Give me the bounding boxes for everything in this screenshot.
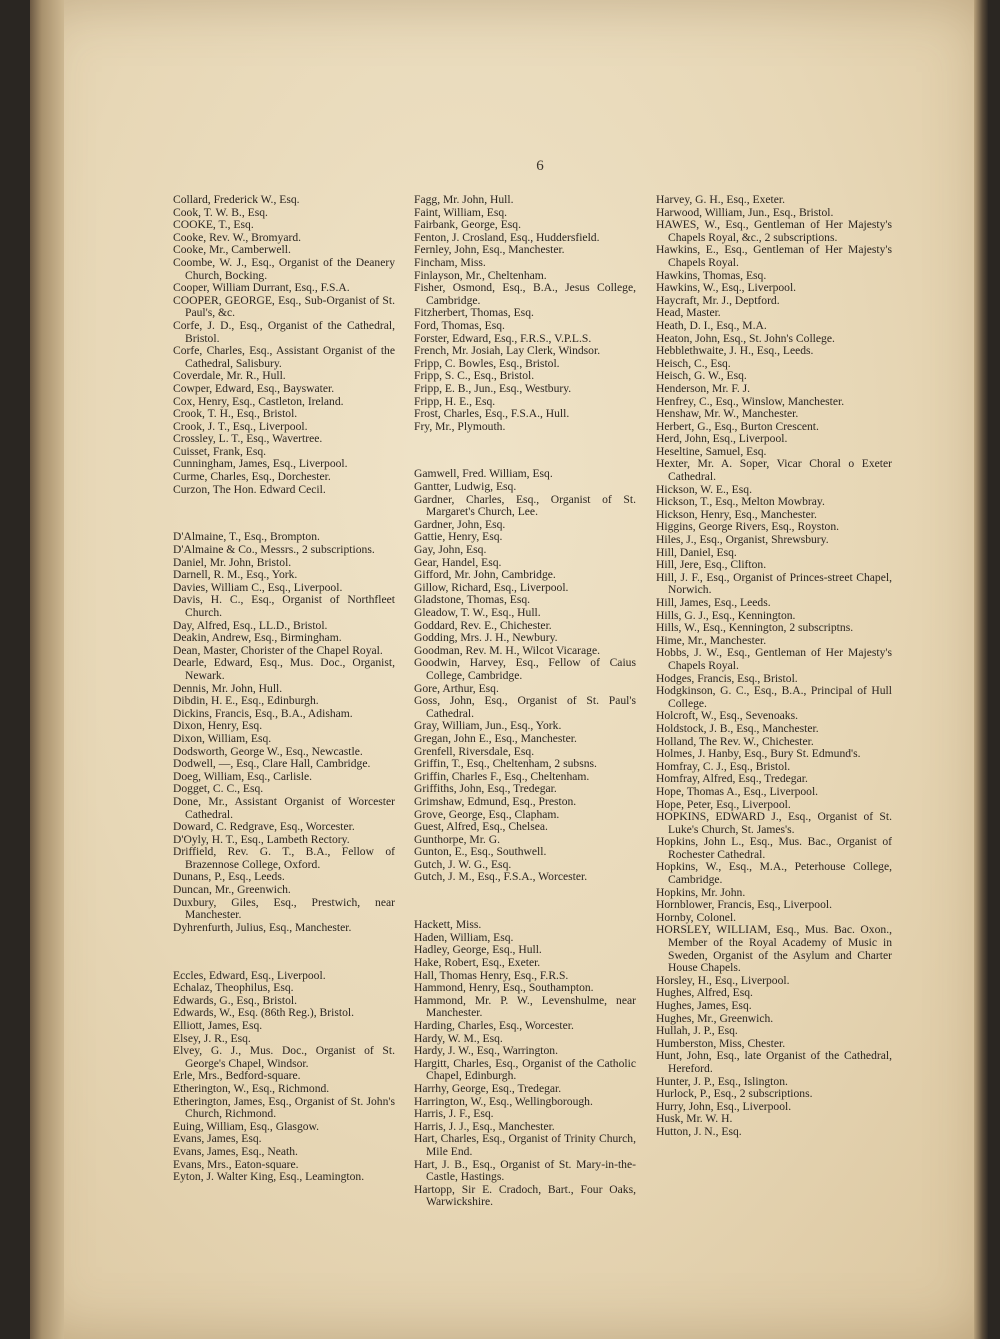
subscriber-entry: Finlayson, Mr., Cheltenham. xyxy=(414,268,547,282)
subscriber-entry: Cox, Henry, Esq., Castleton, Ireland. xyxy=(173,394,344,408)
subscriber-entry: Humberston, Miss, Chester. xyxy=(656,1036,786,1050)
subscriber-entry: Gore, Arthur, Esq. xyxy=(414,681,499,695)
subscriber-entry: HOPKINS, EDWARD J., Esq., Organist of St. Luke's Church, St. James's. xyxy=(656,810,892,836)
subscriber-entry: Cooke, Rev. W., Bromyard. xyxy=(173,230,302,244)
subscriber-entry: Gifford, Mr. John, Cambridge. xyxy=(414,568,556,582)
section-gap xyxy=(414,896,636,908)
subscriber-entry: Davies, William C., Esq., Liverpool. xyxy=(173,580,343,594)
subscriber-entry: Dodsworth, George W., Esq., Newcastle. xyxy=(173,744,363,758)
subscriber-entry: Husk, Mr. W. H. xyxy=(656,1112,733,1126)
subscriber-entry: Done, Mr., Assistant Organist of Worcester Cathedral. xyxy=(173,794,395,821)
subscriber-entry: Homfray, Alfred, Esq., Tredegar. xyxy=(656,772,808,786)
subscriber-entry: Holland, The Rev. W., Chichester. xyxy=(656,734,814,748)
subscriber-entry: D'Almaine & Co., Messrs., 2 subscriptions. xyxy=(173,543,375,557)
subscriber-entry: Edwards, W., Esq. (86th Reg.), Bristol. xyxy=(173,1006,354,1020)
subscriber-entry: Harris, J. J., Esq., Manchester. xyxy=(414,1119,555,1133)
subscriber-entry: Gay, John, Esq. xyxy=(414,543,487,557)
subscriber-entry: Corfe, J. D., Esq., Organist of the Cathedral, Bristol. xyxy=(173,318,395,345)
subscriber-entry: Grenfell, Riversdale, Esq. xyxy=(414,744,535,758)
subscriber-entry: Doeg, William, Esq., Carlisle. xyxy=(173,769,313,783)
subscriber-entry: Holmes, J. Hanby, Esq., Bury St. Edmund's. xyxy=(656,747,861,761)
subscriber-entry: Fripp, H. E., Esq. xyxy=(414,394,496,408)
subscriber-entry: Herd, John, Esq., Liverpool. xyxy=(656,432,788,446)
subscriber-entry: Goddard, Rev. E., Chichester. xyxy=(414,618,552,632)
subscriber-entry: Crook, J. T., Esq., Liverpool. xyxy=(173,419,308,433)
subscriber-entry: Ford, Thomas, Esq. xyxy=(414,318,505,332)
subscriber-entry: Hickson, W. E., Esq. xyxy=(656,482,752,496)
subscriber-entry: Hills, W., Esq., Kennington, 2 subscriptns. xyxy=(656,621,854,635)
subscriber-entry: Hope, Peter, Esq., Liverpool. xyxy=(656,797,791,811)
subscriber-column-3 xyxy=(656,194,892,1139)
subscriber-entry: Deakin, Andrew, Esq., Birmingham. xyxy=(173,631,342,645)
subscriber-entry: Frost, Charles, Esq., F.S.A., Hull. xyxy=(414,407,570,421)
subscriber-entry: Hall, Thomas Henry, Esq., F.R.S. xyxy=(414,968,569,982)
subscriber-entry: Crook, T. H., Esq., Bristol. xyxy=(173,407,298,421)
subscriber-entry: Hullah, J. P., Esq. xyxy=(656,1024,738,1038)
subscriber-entry: Fisher, Osmond, Esq., B.A., Jesus College, Cambridge. xyxy=(414,281,636,307)
subscriber-entry: Hadley, George, Esq., Hull. xyxy=(414,943,542,957)
subscriber-entry: Dickins, Francis, Esq., B.A., Adisham. xyxy=(173,706,353,720)
subscriber-entry: Hughes, Alfred, Esq. xyxy=(656,986,753,1000)
subscriber-entry: Evans, James, Esq., Neath. xyxy=(173,1144,298,1158)
subscriber-entry: Curzon, The Hon. Edward Cecil. xyxy=(173,482,326,496)
subscriber-entry: Griffin, T., Esq., Cheltenham, 2 subsns. xyxy=(414,757,597,771)
subscriber-entry: Heisch, G. W., Esq. xyxy=(656,369,747,383)
subscriber-entry: Hebblethwaite, J. H., Esq., Leeds. xyxy=(656,344,814,358)
subscriber-entry: Hickson, Henry, Esq., Manchester. xyxy=(656,507,817,521)
subscriber-entry: Hime, Mr., Manchester. xyxy=(656,633,767,647)
subscriber-entry: Etherington, W., Esq., Richmond. xyxy=(173,1081,330,1095)
subscriber-entry: Hill, Jere, Esq., Clifton. xyxy=(656,558,767,572)
subscriber-entry: Hill, James, Esq., Leeds. xyxy=(656,596,771,609)
subscriber-entry: Gamwell, Fred. William, Esq. xyxy=(414,467,553,481)
subscriber-entry: Henshaw, Mr. W., Manchester. xyxy=(656,407,799,421)
subscriber-entry: Hughes, James, Esq. xyxy=(656,999,752,1012)
subscriber-entry: Hardy, W. M., Esq. xyxy=(414,1031,503,1045)
subscriber-entry: Fripp, S. C., Esq., Bristol. xyxy=(414,369,535,383)
subscriber-entry: Hornblower, Francis, Esq., Liverpool. xyxy=(656,898,832,912)
subscriber-entry: Forster, Edward, Esq., F.R.S., V.P.L.S. xyxy=(414,331,592,345)
subscriber-entry: Hartopp, Sir E. Cradoch, Bart., Four Oaks, Warwickshire. xyxy=(414,1182,636,1209)
subscriber-entry: Fairbank, George, Esq. xyxy=(414,218,522,232)
subscriber-entry: Dodwell, —, Esq., Clare Hall, Cambridge. xyxy=(173,757,371,771)
subscriber-entry: Hart, Charles, Esq., Organist of Trinity Church, Mile End. xyxy=(414,1132,636,1158)
subscriber-entry: Horsley, H., Esq., Liverpool. xyxy=(656,973,790,987)
subscriber-entry: Crossley, L. T., Esq., Wavertree. xyxy=(173,432,323,446)
subscriber-entry: Gutch, J. W. G., Esq. xyxy=(414,857,512,871)
subscriber-entry: Hodgkinson, G. C., Esq., B.A., Principal of Hull College. xyxy=(656,684,892,710)
subscriber-entry: Godding, Mrs. J. H., Newbury. xyxy=(414,631,558,645)
subscriber-entry: Hammond, Henry, Esq., Southampton. xyxy=(414,981,594,995)
page-edge xyxy=(974,0,988,1339)
subscriber-entry: Harris, J. F., Esq. xyxy=(414,1107,494,1121)
subscriber-entry: Eyton, J. Walter King, Esq., Leamington. xyxy=(173,1170,365,1184)
subscriber-entry: Harding, Charles, Esq., Worcester. xyxy=(414,1019,574,1032)
subscriber-entry: Guest, Alfred, Esq., Chelsea. xyxy=(414,820,548,834)
subscriber-entry: Goodman, Rev. M. H., Wilcot Vicarage. xyxy=(414,643,601,657)
subscriber-entry: Elsey, J. R., Esq. xyxy=(173,1031,251,1045)
section-gap xyxy=(173,508,395,520)
subscriber-entry: Gardner, Charles, Esq., Organist of St. Margaret's Church, Lee. xyxy=(414,492,636,519)
subscriber-entry: Hammond, Mr. P. W., Levenshulme, near Manchester. xyxy=(414,993,636,1020)
subscriber-entry: Fitzherbert, Thomas, Esq. xyxy=(414,306,534,320)
subscriber-entry: D'Oyly, H. T., Esq., Lambeth Rectory. xyxy=(173,832,350,846)
subscriber-entry: D'Almaine, T., Esq., Brompton. xyxy=(173,530,320,544)
subscriber-entry: Faint, William, Esq. xyxy=(414,205,508,219)
subscriber-entry: Cunningham, James, Esq., Liverpool. xyxy=(173,457,348,471)
subscriber-entry: Harrington, W., Esq., Wellingborough. xyxy=(414,1094,593,1108)
subscriber-entry: Fripp, E. B., Jun., Esq., Westbury. xyxy=(414,381,572,395)
subscriber-entry: Dunans, P., Esq., Leeds. xyxy=(173,870,285,884)
subscriber-entry: COOKE, T., Esq. xyxy=(173,218,254,232)
subscriber-entry: Doward, C. Redgrave, Esq., Worcester. xyxy=(173,820,355,834)
subscriber-entry: Collard, Frederick W., Esq. xyxy=(173,193,300,206)
subscriber-entry: Fincham, Miss. xyxy=(414,255,486,269)
subscriber-entry: Daniel, Mr. John, Bristol. xyxy=(173,555,292,569)
subscriber-entry: Hutton, J. N., Esq. xyxy=(656,1124,742,1138)
subscriber-entry: Hill, Daniel, Esq. xyxy=(656,545,737,559)
subscriber-entry: Darnell, R. M., Esq., York. xyxy=(173,568,298,582)
subscriber-entry: Hurlock, P., Esq., 2 subscriptions. xyxy=(656,1087,813,1101)
subscriber-entry: Gunton, E., Esq., Southwell. xyxy=(414,845,547,859)
subscriber-entry: Grimshaw, Edmund, Esq., Preston. xyxy=(414,794,577,808)
subscriber-entry: Higgins, George Rivers, Esq., Royston. xyxy=(656,520,840,534)
subscriber-entry: Fenton, J. Crosland, Esq., Huddersfield. xyxy=(414,230,600,244)
subscriber-entry: Gunthorpe, Mr. G. xyxy=(414,832,500,846)
subscriber-entry: Griffiths, John, Esq., Tredegar. xyxy=(414,782,557,796)
subscriber-entry: Heseltine, Samuel, Esq. xyxy=(656,444,767,458)
subscriber-entry: Hexter, Mr. A. Soper, Vicar Choral o Exeter Cathedral. xyxy=(656,457,892,484)
subscriber-entry: Head, Master. xyxy=(656,306,721,320)
subscriber-entry: Goss, John, Esq., Organist of St. Paul's Cathedral. xyxy=(414,694,636,720)
subscriber-entry: Gladstone, Thomas, Esq. xyxy=(414,593,531,607)
section-gap xyxy=(414,445,636,457)
subscriber-entry: Cowper, Edward, Esq., Bayswater. xyxy=(173,381,335,395)
subscriber-entry: Hornby, Colonel. xyxy=(656,910,737,924)
subscriber-entry: Hake, Robert, Esq., Exeter. xyxy=(414,956,541,970)
subscriber-entry: Gray, William, Jun., Esq., York. xyxy=(414,719,562,733)
subscriber-entry: Evans, James, Esq. xyxy=(173,1132,262,1146)
subscriber-entry: Harwood, William, Jun., Esq., Bristol. xyxy=(656,205,834,219)
page-gutter xyxy=(30,0,64,1339)
subscriber-entry: Hopkins, W., Esq., M.A., Peterhouse College, Cambridge. xyxy=(656,860,892,887)
subscriber-entry: Hodges, Francis, Esq., Bristol. xyxy=(656,671,798,685)
subscriber-entry: Hunter, J. P., Esq., Islington. xyxy=(656,1074,788,1088)
subscriber-entry: Corfe, Charles, Esq., Assistant Organist of the Cathedral, Salisbury. xyxy=(173,344,395,370)
subscriber-entry: Dyhrenfurth, Julius, Esq., Manchester. xyxy=(173,920,352,934)
subscriber-entry: Hawkins, Thomas, Esq. xyxy=(656,268,767,282)
subscriber-entry: COOPER, GEORGE, Esq., Sub-Organist of St. Paul's, &c. xyxy=(173,293,395,320)
subscriber-entry: Heisch, C., Esq. xyxy=(656,356,731,370)
subscriber-entry: Heaton, John, Esq., St. John's College. xyxy=(656,331,835,345)
subscriber-entry: HORSLEY, WILLIAM, Esq., Mus. Bac. Oxon., Member of the Royal Academy of Music in Sweden, Organist of the Asylum and Charter House Chapels. xyxy=(656,923,892,975)
subscriber-entry: Hiles, J., Esq., Organist, Shrewsbury. xyxy=(656,533,829,547)
subscriber-entry: Henderson, Mr. F. J. xyxy=(656,381,751,395)
subscriber-entry: Hopkins, Mr. John. xyxy=(656,885,746,899)
subscriber-entry: Erle, Mrs., Bedford-square. xyxy=(173,1069,301,1083)
subscriber-entry: Gillow, Richard, Esq., Liverpool. xyxy=(414,580,569,594)
subscriber-entry: Haycraft, Mr. J., Deptford. xyxy=(656,293,780,307)
subscriber-entry: Haden, William, Esq. xyxy=(414,930,514,944)
subscriber-entry: Davis, H. C., Esq., Organist of Northfleet Church. xyxy=(173,593,395,619)
subscriber-entry: Echalaz, Theophilus, Esq. xyxy=(173,981,294,995)
subscriber-entry: Fagg, Mr. John, Hull. xyxy=(414,193,514,206)
subscriber-entry: Elvey, G. J., Mus. Doc., Organist of St. George's Chapel, Windsor. xyxy=(173,1044,395,1070)
subscriber-entry: HAWES, W., Esq., Gentleman of Her Majesty's Chapels Royal, &c., 2 subscriptions. xyxy=(656,218,892,244)
subscriber-entry: Fry, Mr., Plymouth. xyxy=(414,419,506,433)
subscriber-entry: Goodwin, Harvey, Esq., Fellow of Caius College, Cambridge. xyxy=(414,656,636,682)
subscriber-entry: French, Mr. Josiah, Lay Clerk, Windsor. xyxy=(414,344,601,358)
subscriber-entry: Hughes, Mr., Greenwich. xyxy=(656,1011,774,1025)
subscriber-entry: Dibdin, H. E., Esq., Edinburgh. xyxy=(173,694,319,708)
subscriber-entry: Day, Alfred, Esq., LL.D., Bristol. xyxy=(173,618,328,632)
subscriber-entry: Harrhy, George, Esq., Tredegar. xyxy=(414,1081,562,1095)
subscriber-entry: Cook, T. W. B., Esq. xyxy=(173,205,268,219)
subscriber-column-2 xyxy=(414,194,636,1209)
subscriber-entry: Gattie, Henry, Esq. xyxy=(414,530,503,544)
subscriber-entry: Cooke, Mr., Camberwell. xyxy=(173,243,291,257)
subscriber-entry: Evans, Mrs., Eaton-square. xyxy=(173,1157,299,1171)
subscriber-entry: Hart, J. B., Esq., Organist of St. Mary-in-the-Castle, Hastings. xyxy=(414,1157,636,1184)
subscriber-entry: Coverdale, Mr. R., Hull. xyxy=(173,369,286,383)
subscriber-entry: Hobbs, J. W., Esq., Gentleman of Her Majesty's Chapels Royal. xyxy=(656,646,892,672)
section-gap xyxy=(173,946,395,958)
subscriber-entry: Dearle, Edward, Esq., Mus. Doc., Organist, Newark. xyxy=(173,656,395,682)
subscriber-entry: Hurry, John, Esq., Liverpool. xyxy=(656,1099,792,1113)
subscriber-entry: Heath, D. I., Esq., M.A. xyxy=(656,318,767,332)
subscriber-entry: Henfrey, C., Esq., Winslow, Manchester. xyxy=(656,394,845,408)
subscriber-entry: Grove, George, Esq., Clapham. xyxy=(414,807,560,821)
subscriber-entry: Hunt, John, Esq., late Organist of the Cathedral, Hereford. xyxy=(656,1049,892,1075)
subscriber-entry: Hickson, T., Esq., Melton Mowbray. xyxy=(656,495,825,509)
subscriber-entry: Curme, Charles, Esq., Dorchester. xyxy=(173,470,331,484)
subscriber-entry: Homfray, C. J., Esq., Bristol. xyxy=(656,759,791,773)
subscriber-entry: Hills, G. J., Esq., Kennington. xyxy=(656,608,796,622)
subscriber-entry: Hope, Thomas A., Esq., Liverpool. xyxy=(656,784,819,798)
subscriber-entry: Hill, J. F., Esq., Organist of Princes-street Chapel, Norwich. xyxy=(656,570,892,597)
subscriber-entry: Elliott, James, Esq. xyxy=(173,1019,263,1032)
subscriber-entry: Gardner, John, Esq. xyxy=(414,517,506,531)
subscriber-entry: Hardy, J. W., Esq., Warrington. xyxy=(414,1044,558,1058)
subscriber-entry: Dixon, Henry, Esq. xyxy=(173,719,263,733)
subscriber-entry: Griffin, Charles F., Esq., Cheltenham. xyxy=(414,769,590,783)
subscriber-entry: Hopkins, John L., Esq., Mus. Bac., Organist of Rochester Cathedral. xyxy=(656,835,892,861)
subscriber-entry: Coombe, W. J., Esq., Organist of the Deanery Church, Bocking. xyxy=(173,255,395,282)
subscriber-entry: Gregan, John E., Esq., Manchester. xyxy=(414,731,577,745)
subscriber-entry: Gantter, Ludwig, Esq. xyxy=(414,480,517,494)
subscriber-entry: Cooper, William Durrant, Esq., F.S.A. xyxy=(173,281,350,295)
subscriber-entry: Cuisset, Frank, Esq. xyxy=(173,444,267,458)
subscriber-entry: Herbert, G., Esq., Burton Crescent. xyxy=(656,419,819,433)
page-number: 6 xyxy=(536,158,544,174)
subscriber-entry: Dean, Master, Chorister of the Chapel Royal. xyxy=(173,643,383,657)
subscriber-entry: Driffield, Rev. G. T., B.A., Fellow of Brazennose College, Oxford. xyxy=(173,845,395,871)
subscriber-column-1 xyxy=(173,194,395,1184)
subscriber-entry: Edwards, G., Esq., Bristol. xyxy=(173,993,297,1007)
subscriber-entry: Dixon, William, Esq. xyxy=(173,731,272,745)
subscriber-entry: Hawkins, E., Esq., Gentleman of Her Majesty's Chapels Royal. xyxy=(656,243,892,269)
subscriber-entry: Hackett, Miss. xyxy=(414,918,482,932)
subscriber-entry: Harvey, G. H., Esq., Exeter. xyxy=(656,193,785,206)
subscriber-entry: Eccles, Edward, Esq., Liverpool. xyxy=(173,968,326,982)
subscriber-entry: Gear, Handel, Esq. xyxy=(414,555,502,569)
subscriber-entry: Duncan, Mr., Greenwich. xyxy=(173,883,291,897)
subscriber-entry: Euing, William, Esq., Glasgow. xyxy=(173,1119,320,1133)
subscriber-entry: Holdstock, J. B., Esq., Manchester. xyxy=(656,721,819,735)
subscriber-entry: Fripp, C. Bowles, Esq., Bristol. xyxy=(414,356,560,370)
subscriber-entry: Duxbury, Giles, Esq., Prestwich, near Manchester. xyxy=(173,895,395,922)
subscriber-entry: Etherington, James, Esq., Organist of St. John's Church, Richmond. xyxy=(173,1094,395,1121)
subscriber-entry: Hargitt, Charles, Esq., Organist of the Catholic Chapel, Edinburgh. xyxy=(414,1056,636,1083)
subscriber-entry: Dennis, Mr. John, Hull. xyxy=(173,681,283,695)
subscriber-entry: Dogget, C. C., Esq. xyxy=(173,782,264,796)
subscriber-entry: Fernley, John, Esq., Manchester. xyxy=(414,243,565,257)
subscriber-entry: Gutch, J. M., Esq., F.S.A., Worcester. xyxy=(414,870,588,884)
subscriber-entry: Gleadow, T. W., Esq., Hull. xyxy=(414,606,541,619)
subscriber-entry: Holcroft, W., Esq., Sevenoaks. xyxy=(656,709,799,723)
subscriber-entry: Hawkins, W., Esq., Liverpool. xyxy=(656,281,797,295)
